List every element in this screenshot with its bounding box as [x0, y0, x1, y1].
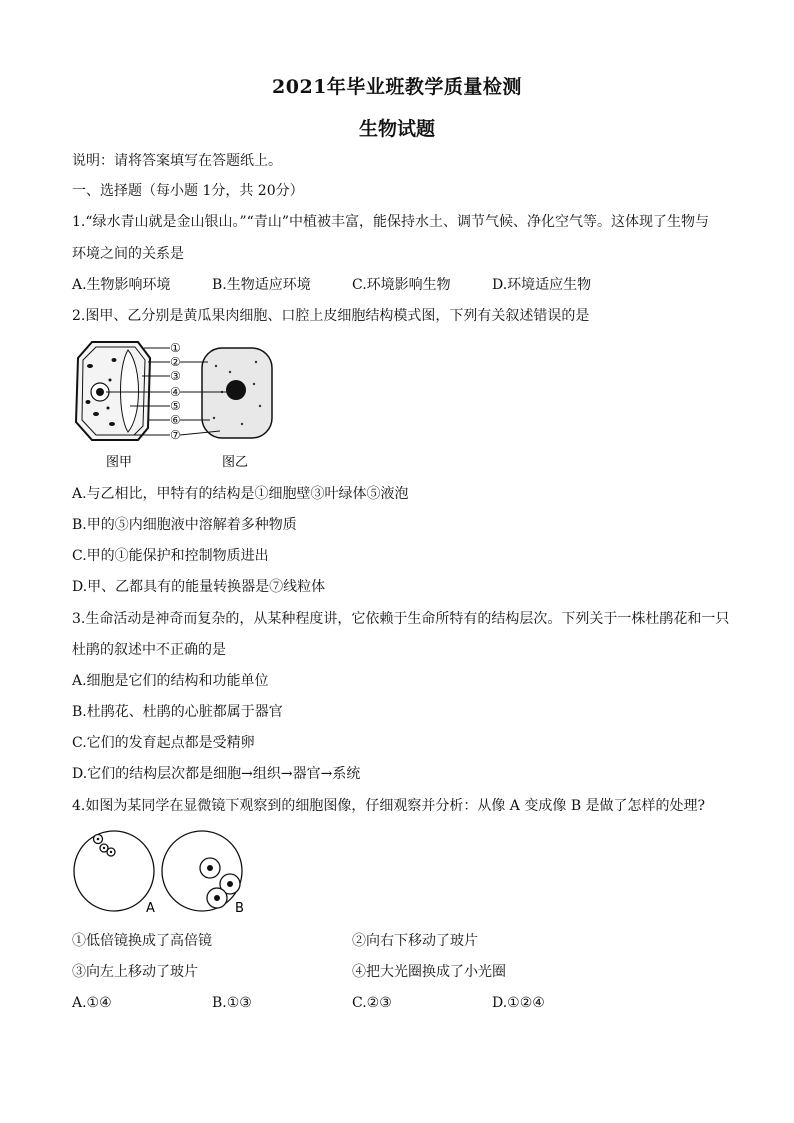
q1-stem-line1: 1.“绿水青山就是金山银山。”“青山”中植被丰富，能保持水土、调节气候、净化空气等。这体现了生物与 [72, 214, 709, 230]
q4-statement-4: ④把大光圈换成了小光圈 [352, 964, 506, 980]
view-b [162, 831, 242, 911]
q3-stem-line2: 杜鹃的叙述中不正确的是 [72, 642, 226, 658]
label-3: ③ [170, 369, 181, 383]
q2-stem: 2.图甲、乙分别是黄瓜果肉细胞、口腔上皮细胞结构模式图，下列有关叙述错误的是 [72, 308, 590, 324]
view-b-label: B [235, 901, 244, 916]
exam-subtitle: 生物试题 [358, 118, 435, 140]
q4-option-d: D.①②④ [492, 995, 545, 1011]
exam-title: 2021年毕业班教学质量检测 [272, 76, 522, 98]
label-4: ④ [170, 385, 181, 399]
caption-figure-b: 图乙 [222, 455, 249, 470]
q1-option-a: A.生物影响环境 [72, 277, 171, 293]
instructions-note: 说明：请将答案填写在答题纸上。 [72, 153, 282, 169]
q4-option-c: C.②③ [352, 995, 392, 1011]
q1-option-d: D.环境适应生物 [492, 277, 592, 293]
label-7: ⑦ [170, 428, 181, 442]
label-5: ⑤ [170, 399, 181, 413]
q4-statement-3: ③向左上移动了玻片 [72, 964, 198, 980]
q4-option-b: B.①③ [212, 995, 252, 1011]
q2-option-a: A.与乙相比，甲特有的结构是①细胞壁③叶绿体⑤液泡 [72, 486, 409, 502]
q3-option-d: D.它们的结构层次都是细胞→组织→器官→系统 [72, 766, 361, 782]
q4-stem: 4.如图为某同学在显微镜下观察到的细胞图像，仔细观察并分析：从像 A 变成像 B 是做了怎样的处理? [72, 798, 706, 814]
q1-option-c: C.环境影响生物 [352, 277, 451, 293]
view-a-label: A [146, 901, 155, 916]
q4-statement-1: ①低倍镜换成了高倍镜 [72, 933, 212, 949]
q1-stem-line2: 环境之间的关系是 [72, 246, 184, 262]
label-2: ② [170, 355, 181, 369]
label-1: ① [170, 341, 181, 355]
view-a [74, 831, 154, 911]
q3-option-a: A.细胞是它们的结构和功能单位 [72, 673, 269, 689]
q3-option-c: C.它们的发育起点都是受精卵 [72, 735, 255, 751]
q3-option-b: B.杜鹃花、杜鹃的心脏都属于器官 [72, 704, 283, 720]
q1-option-b: B.生物适应环境 [212, 277, 311, 293]
microscope-view-figure [70, 826, 255, 918]
q2-option-b: B.甲的⑤内细胞液中溶解着多种物质 [72, 517, 297, 533]
q3-stem-line1: 3.生命活动是神奇而复杂的，从某种程度讲，它依赖于生命所特有的结构层次。下列关于一株杜鹃花和一只 [72, 611, 730, 627]
plant-cell-diagram [76, 342, 150, 440]
animal-cell-diagram [202, 348, 272, 438]
label-6: ⑥ [170, 413, 181, 427]
q4-statement-2: ②向右下移动了玻片 [352, 933, 478, 949]
q2-option-c: C.甲的①能保护和控制物质进出 [72, 548, 269, 564]
caption-figure-a: 图甲 [106, 455, 133, 470]
cell-structure-figure [70, 336, 280, 474]
section-heading: 一、选择题（每小题 1分，共 20分） [72, 183, 304, 199]
q2-option-d: D.甲、乙都具有的能量转换器是⑦线粒体 [72, 579, 326, 595]
q4-option-a: A.①④ [72, 995, 112, 1011]
